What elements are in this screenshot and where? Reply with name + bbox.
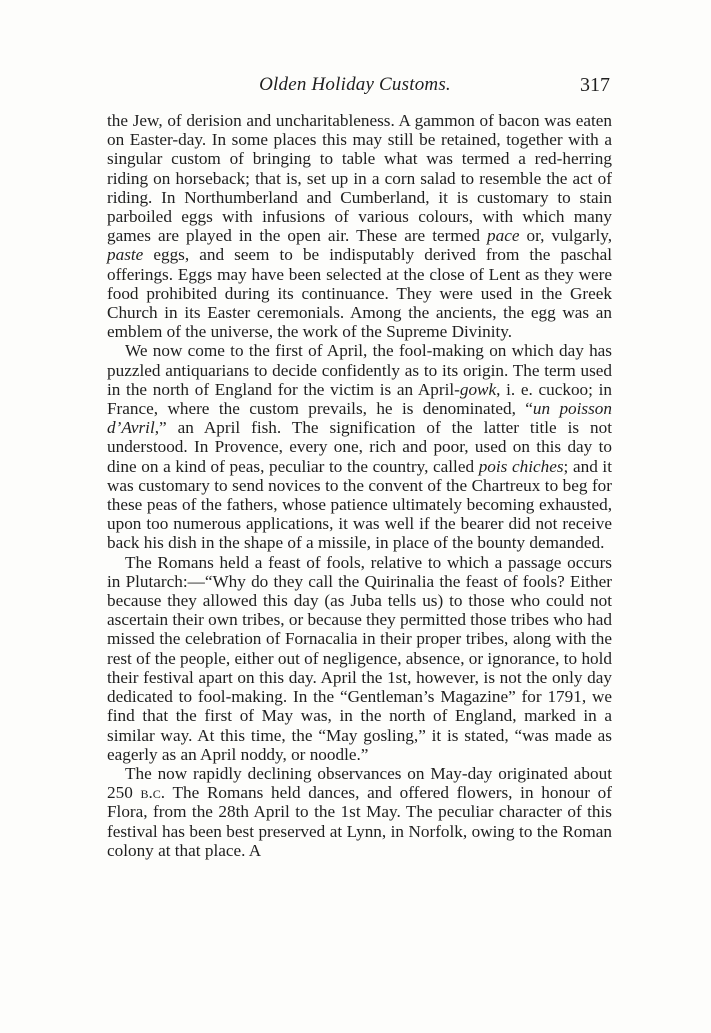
running-head	[100, 74, 610, 98]
text-run: , i. e. cuckoo; in France, where the custom prevails, he is denominated, “	[107, 379, 612, 419]
paragraph	[107, 764, 612, 860]
text-run: or, vulgarly,	[519, 226, 612, 246]
paragraph	[107, 341, 612, 552]
italic-text: paste	[107, 245, 144, 265]
body-text	[107, 111, 612, 860]
page-number: 317	[580, 74, 610, 96]
text-run: The now rapidly declining observances on May-day originated about 250	[107, 763, 612, 803]
italic-text: gowk	[459, 379, 497, 399]
text-run: the Jew, of derision and uncharitableness. A gammon of bacon was eaten on Easter-day. In some places this may still be retained, together with a singular custom of bringing to table what was termed a red-herring riding on horseback; that is, set up in a corn salad to resemble the act of riding. In Northumberland and Cumberland, it is customary to stain parboiled eggs with infusions of various colours, with which many games are played in the open air. These are termed	[107, 111, 612, 246]
running-title: Olden Holiday Customs.	[259, 74, 451, 95]
paragraph	[107, 111, 612, 341]
paragraph	[107, 553, 612, 764]
text-run: eggs, and seem to be indisputably derived from the paschal offerings. Eggs may have been selected at the close of Lent as they were food prohibited during its continuance. They were used in the Greek Church in its Easter ceremonials. Among the ancients, the egg was an emblem of the universe, the work of the Supreme Divinity.	[107, 245, 612, 342]
text-run: b.c.	[140, 783, 166, 803]
text-run: We now come to the first of April, the fool-making on which day has puzzled antiquarians to decide confidently as to its origin. The term used in the north of England for the victim is an April-	[107, 341, 612, 399]
text-run: ,” an April fish. The signification of the latter title is not understood. In Provence, every one, rich and poor, used on this day to dine on a kind of peas, peculiar to the country, called	[107, 418, 612, 476]
text-run: The Romans held dances, and offered flowers, in honour of Flora, from the 28th April to the 1st May. The peculiar character of this festival has been best preserved at Lynn, in Norfolk, owing to the Roman colony at that place. A	[107, 783, 612, 860]
italic-text: pace	[487, 226, 520, 246]
text-run: The Romans held a feast of fools, relative to which a passage occurs in Plutarch:—“Why do they call the Quirinalia the feast of fools? Either because they allowed this day (as Juba tells us) to those who could not ascertain their own tribes, or because they permitted those tribes who had missed the celebration of Fornacalia in their proper tribes, along with the rest of the people, either out of negligence, absence, or ignorance, to hold their festival apart on this day. April the 1st, however, is not the only day dedicated to fool-making. In the “Gentleman’s Magazine” for 1791, we find that the first of May was, in the north of England, marked in a similar way. At this time, the “May gosling,” it is stated, “was made as eagerly as an April noddy, or noodle.”	[107, 552, 612, 764]
italic-text: pois chiches	[478, 456, 564, 476]
text-run: ; and it was customary to send novices to the convent of the Chartreux to beg for these peas of the fathers, whose patience ultimately becoming exhausted, upon too numerous applications, it was well if the bearer did not receive back his dish in the shape of a missile, in place of the bounty demanded.	[107, 456, 612, 553]
italic-text: un poisson d’Avril	[107, 399, 612, 438]
